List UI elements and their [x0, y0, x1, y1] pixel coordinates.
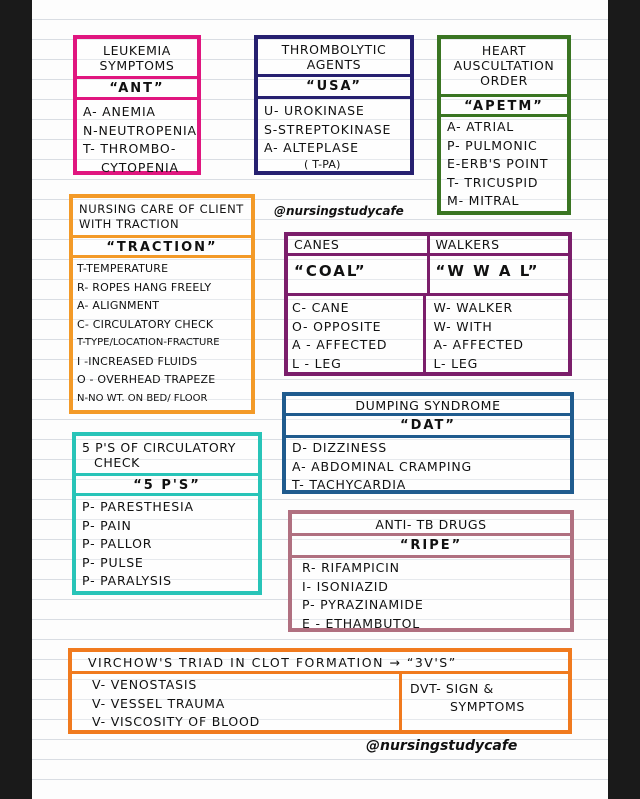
list-item: U- UROKINASE: [264, 103, 365, 118]
list-item: S-STREPTOKINASE: [264, 121, 392, 137]
list-item: ( T-PA): [304, 157, 341, 171]
thrombolytic-mnemonic: “USA”: [306, 79, 362, 94]
canes-mnemonic: “COAL”: [294, 262, 367, 280]
heart-card: [437, 35, 571, 215]
leukemia-title-1: LEUKEMIA: [103, 43, 171, 58]
virchow-body: [72, 674, 568, 734]
dumping-title-row: [286, 396, 570, 416]
list-item: P- PARALYSIS: [82, 573, 172, 588]
list-item: V- VESSEL TRAUMA: [92, 695, 226, 711]
traction-mnemonic-row: [73, 238, 251, 258]
list-item: O- OPPOSITE: [292, 318, 382, 334]
leukemia-card: [73, 35, 201, 175]
leukemia-mnemonic: “ANT”: [109, 81, 165, 96]
canes-walkers-card: [284, 232, 572, 376]
heart-title: [441, 39, 567, 97]
thrombolytic-title-1: THROMBOLYTIC: [281, 42, 387, 57]
circulatory-title-1: 5 P'S OF CIRCULATORY: [82, 440, 236, 455]
list-item: A- ALIGNMENT: [77, 299, 160, 312]
list-item: R- RIFAMPICIN: [302, 560, 400, 575]
heart-list: [441, 117, 567, 213]
dumping-title: DUMPING SYNDROME: [355, 398, 501, 413]
canes-title: CANES: [294, 237, 340, 252]
list-item: A- ABDOMINAL CRAMPING: [292, 458, 472, 474]
virchow-title-row: [72, 652, 568, 674]
list-item: W- WALKER: [433, 300, 514, 315]
thrombolytic-title: [258, 39, 410, 77]
antitb-mnemonic: “RIPE”: [399, 538, 463, 553]
list-item: P- PULSE: [82, 554, 144, 570]
list-item: A- AFFECTED: [433, 337, 524, 352]
list-item: P- PARESTHESIA: [82, 499, 194, 514]
list-item: E - ETHAMBUTOL: [302, 615, 420, 631]
list-item: A- ATRIAL: [447, 119, 515, 134]
circulatory-mnemonic-row: [76, 476, 258, 496]
dvt-label-1: DVT- SIGN &: [410, 681, 494, 696]
thrombolytic-list: [258, 99, 410, 173]
circulatory-card: [72, 432, 262, 595]
list-item: I- ISONIAZID: [302, 578, 389, 594]
list-item: V- VISCOSITY OF BLOOD: [92, 714, 261, 729]
heart-title-3: ORDER: [480, 73, 528, 88]
list-item: CYTOPENIA: [101, 159, 179, 175]
canes-walkers-title-row: [288, 236, 568, 256]
circulatory-title: [76, 436, 258, 476]
list-item: R- ROPES HANG FREELY: [77, 280, 212, 294]
list-item: A - AFFECTED: [292, 337, 388, 352]
walkers-mnemonic: “W W A L”: [435, 262, 540, 280]
heart-mnemonic: “APETM”: [464, 99, 544, 114]
antitb-list: [292, 558, 570, 634]
list-item: D- DIZZINESS: [292, 440, 387, 455]
heart-title-1: HEART: [481, 43, 527, 58]
list-item: T-TYPE/LOCATION-FRACTURE: [77, 337, 220, 348]
handle-text-footer: @nursingstudycafe: [366, 738, 518, 754]
list-item: E-ERB'S POINT: [447, 156, 549, 171]
list-item: T- TRICUSPID: [447, 174, 539, 190]
traction-mnemonic: “TRACTION”: [106, 240, 218, 255]
list-item: P- PYRAZINAMIDE: [302, 597, 424, 612]
leukemia-mnemonic-row: [77, 79, 197, 100]
notes-page: [32, 0, 608, 799]
traction-title-2: WITH TRACTION: [79, 217, 180, 231]
dumping-list: [286, 438, 570, 497]
antitb-title: ANTI- TB DRUGS: [375, 517, 487, 532]
list-item: I -INCREASED FLUIDS: [77, 354, 198, 368]
dumping-card: [282, 392, 574, 494]
list-item: P- PAIN: [82, 517, 132, 533]
list-item: N-NO WT. ON BED/ FLOOR: [77, 392, 208, 404]
heart-title-2: AUSCULTATION: [453, 58, 555, 73]
canes-walkers-mnemonic-row: [288, 256, 568, 296]
traction-title-1: NURSING CARE OF CLIENT: [79, 202, 244, 216]
dumping-mnemonic: “DAT”: [400, 418, 456, 433]
list-item: C- CANE: [292, 300, 350, 315]
circulatory-mnemonic: “5 P'S”: [133, 478, 201, 493]
canes-walkers-list-row: [288, 296, 568, 376]
list-item: W- WITH: [433, 318, 493, 334]
traction-title: [73, 198, 251, 238]
list-item: C- CIRCULATORY CHECK: [77, 317, 214, 331]
virchow-title: VIRCHOW'S TRIAD IN CLOT FORMATION → “3V'S”: [88, 655, 457, 670]
leukemia-list: [77, 100, 197, 179]
list-item: P- PALLOR: [82, 536, 153, 551]
list-item: M- MITRAL: [447, 193, 520, 208]
list-item: P- PULMONIC: [447, 137, 538, 153]
list-item: N-NEUTROPENIA: [83, 122, 197, 138]
leukemia-title: [77, 39, 197, 79]
virchow-card: [68, 648, 572, 734]
dvt-label-2: SYMPTOMS: [450, 699, 525, 714]
thrombolytic-mnemonic-row: [258, 77, 410, 99]
list-item: T-TEMPERATURE: [77, 262, 169, 275]
thrombolytic-card: [254, 35, 414, 175]
list-item: T- THROMBO-: [83, 141, 177, 156]
list-item: O - OVERHEAD TRAPEZE: [77, 373, 216, 386]
list-item: A- ANEMIA: [83, 104, 156, 119]
antitb-mnemonic-row: [292, 536, 570, 558]
list-item: T- TACHYCARDIA: [292, 477, 407, 492]
thrombolytic-title-2: AGENTS: [306, 57, 362, 72]
list-item: L - LEG: [292, 355, 342, 371]
traction-card: [69, 194, 255, 414]
walkers-title: WALKERS: [435, 237, 500, 252]
antitb-title-row: [292, 514, 570, 536]
list-item: A- ALTEPLASE: [264, 140, 359, 155]
handle-text: @nursingstudycafe: [274, 204, 404, 218]
circulatory-list: [76, 496, 258, 593]
list-item: L- LEG: [433, 355, 479, 371]
list-item: V- VENOSTASIS: [92, 677, 198, 692]
leukemia-title-2: SYMPTOMS: [99, 58, 175, 73]
dumping-mnemonic-row: [286, 416, 570, 438]
circulatory-title-2: CHECK: [94, 455, 140, 470]
traction-list: [73, 258, 251, 410]
antitb-card: [288, 510, 574, 632]
heart-mnemonic-row: [441, 97, 567, 117]
